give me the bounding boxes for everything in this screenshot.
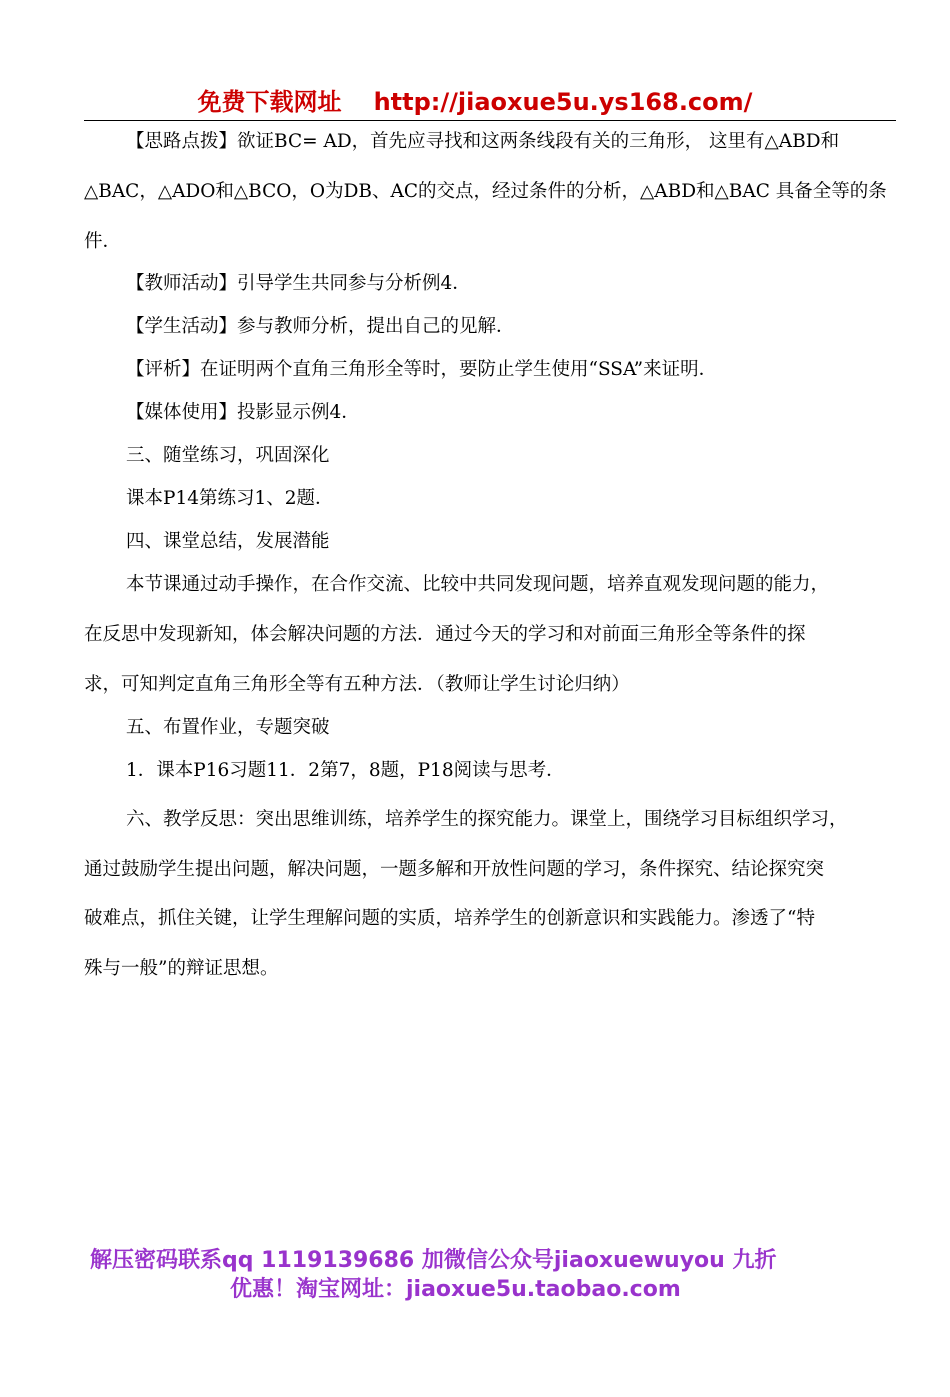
- section-heading: 三、随堂练习，巩固深化: [126, 445, 330, 466]
- paragraph-line: 本节课通过动手操作，在合作交流、比较中共同发现问题，培养直观发现问题的能力，: [126, 574, 830, 595]
- header-banner: [0, 82, 950, 117]
- paragraph-line: 在反思中发现新知，体会解决问题的方法．通过今天的学习和对前面三角形全等条件的探: [84, 624, 806, 645]
- paragraph-line: 【教师活动】引导学生共同参与分析例4．: [126, 273, 471, 294]
- paragraph-line: 【学生活动】参与教师分析，提出自己的见解．: [126, 316, 515, 337]
- header-divider: [84, 120, 896, 121]
- paragraph-line: 【媒体使用】投影显示例4．: [126, 402, 360, 423]
- footer-shop-line: 优惠！淘宝网址：jiaoxue5u.taobao.com: [230, 1277, 681, 1302]
- paragraph-line: 求，可知判定直角三角形全等有五种方法．（教师让学生讨论归纳）: [84, 674, 630, 695]
- header-url-link[interactable]: http://jiaoxue5u.ys168.com/: [373, 88, 753, 116]
- paragraph-line: 课本P14第练习1、2题．: [126, 488, 334, 509]
- paragraph-line: 1．课本P16习题11．2第7，8题，P18阅读与思考．: [126, 760, 565, 781]
- section-heading: 四、课堂总结，发展潜能: [126, 531, 330, 552]
- paragraph-line: 殊与一般”的辩证思想。: [84, 958, 279, 979]
- paragraph-line: 件．: [84, 231, 122, 252]
- footer-contact-line: 解压密码联系qq 1119139686 加微信公众号jiaoxuewuyou 九折: [90, 1248, 777, 1273]
- paragraph-line: 六、教学反思：突出思维训练，培养学生的探究能力。课堂上，围绕学习目标组织学习，: [126, 809, 848, 830]
- section-heading: 五、布置作业，专题突破: [126, 717, 330, 738]
- paragraph-line: 通过鼓励学生提出问题，解决问题，一题多解和开放性问题的学习，条件探究、结论探究突: [84, 859, 825, 880]
- paragraph-line: △BAC，△ADO和△BCO，O为DB、AC的交点，经过条件的分析，△ABD和△BAC 具备全等的条: [84, 181, 887, 202]
- paragraph-line: 【思路点拨】欲证BC= AD，首先应寻找和这两条线段有关的三角形， 这里有△ABD和: [126, 131, 840, 152]
- paragraph-line: 【评析】在证明两个直角三角形全等时，要防止学生使用“SSA”来证明．: [126, 359, 718, 380]
- paragraph-line: 破难点，抓住关键，让学生理解问题的实质，培养学生的创新意识和实践能力。渗透了“特: [84, 908, 815, 929]
- header-title: 免费下载网址: [197, 88, 342, 116]
